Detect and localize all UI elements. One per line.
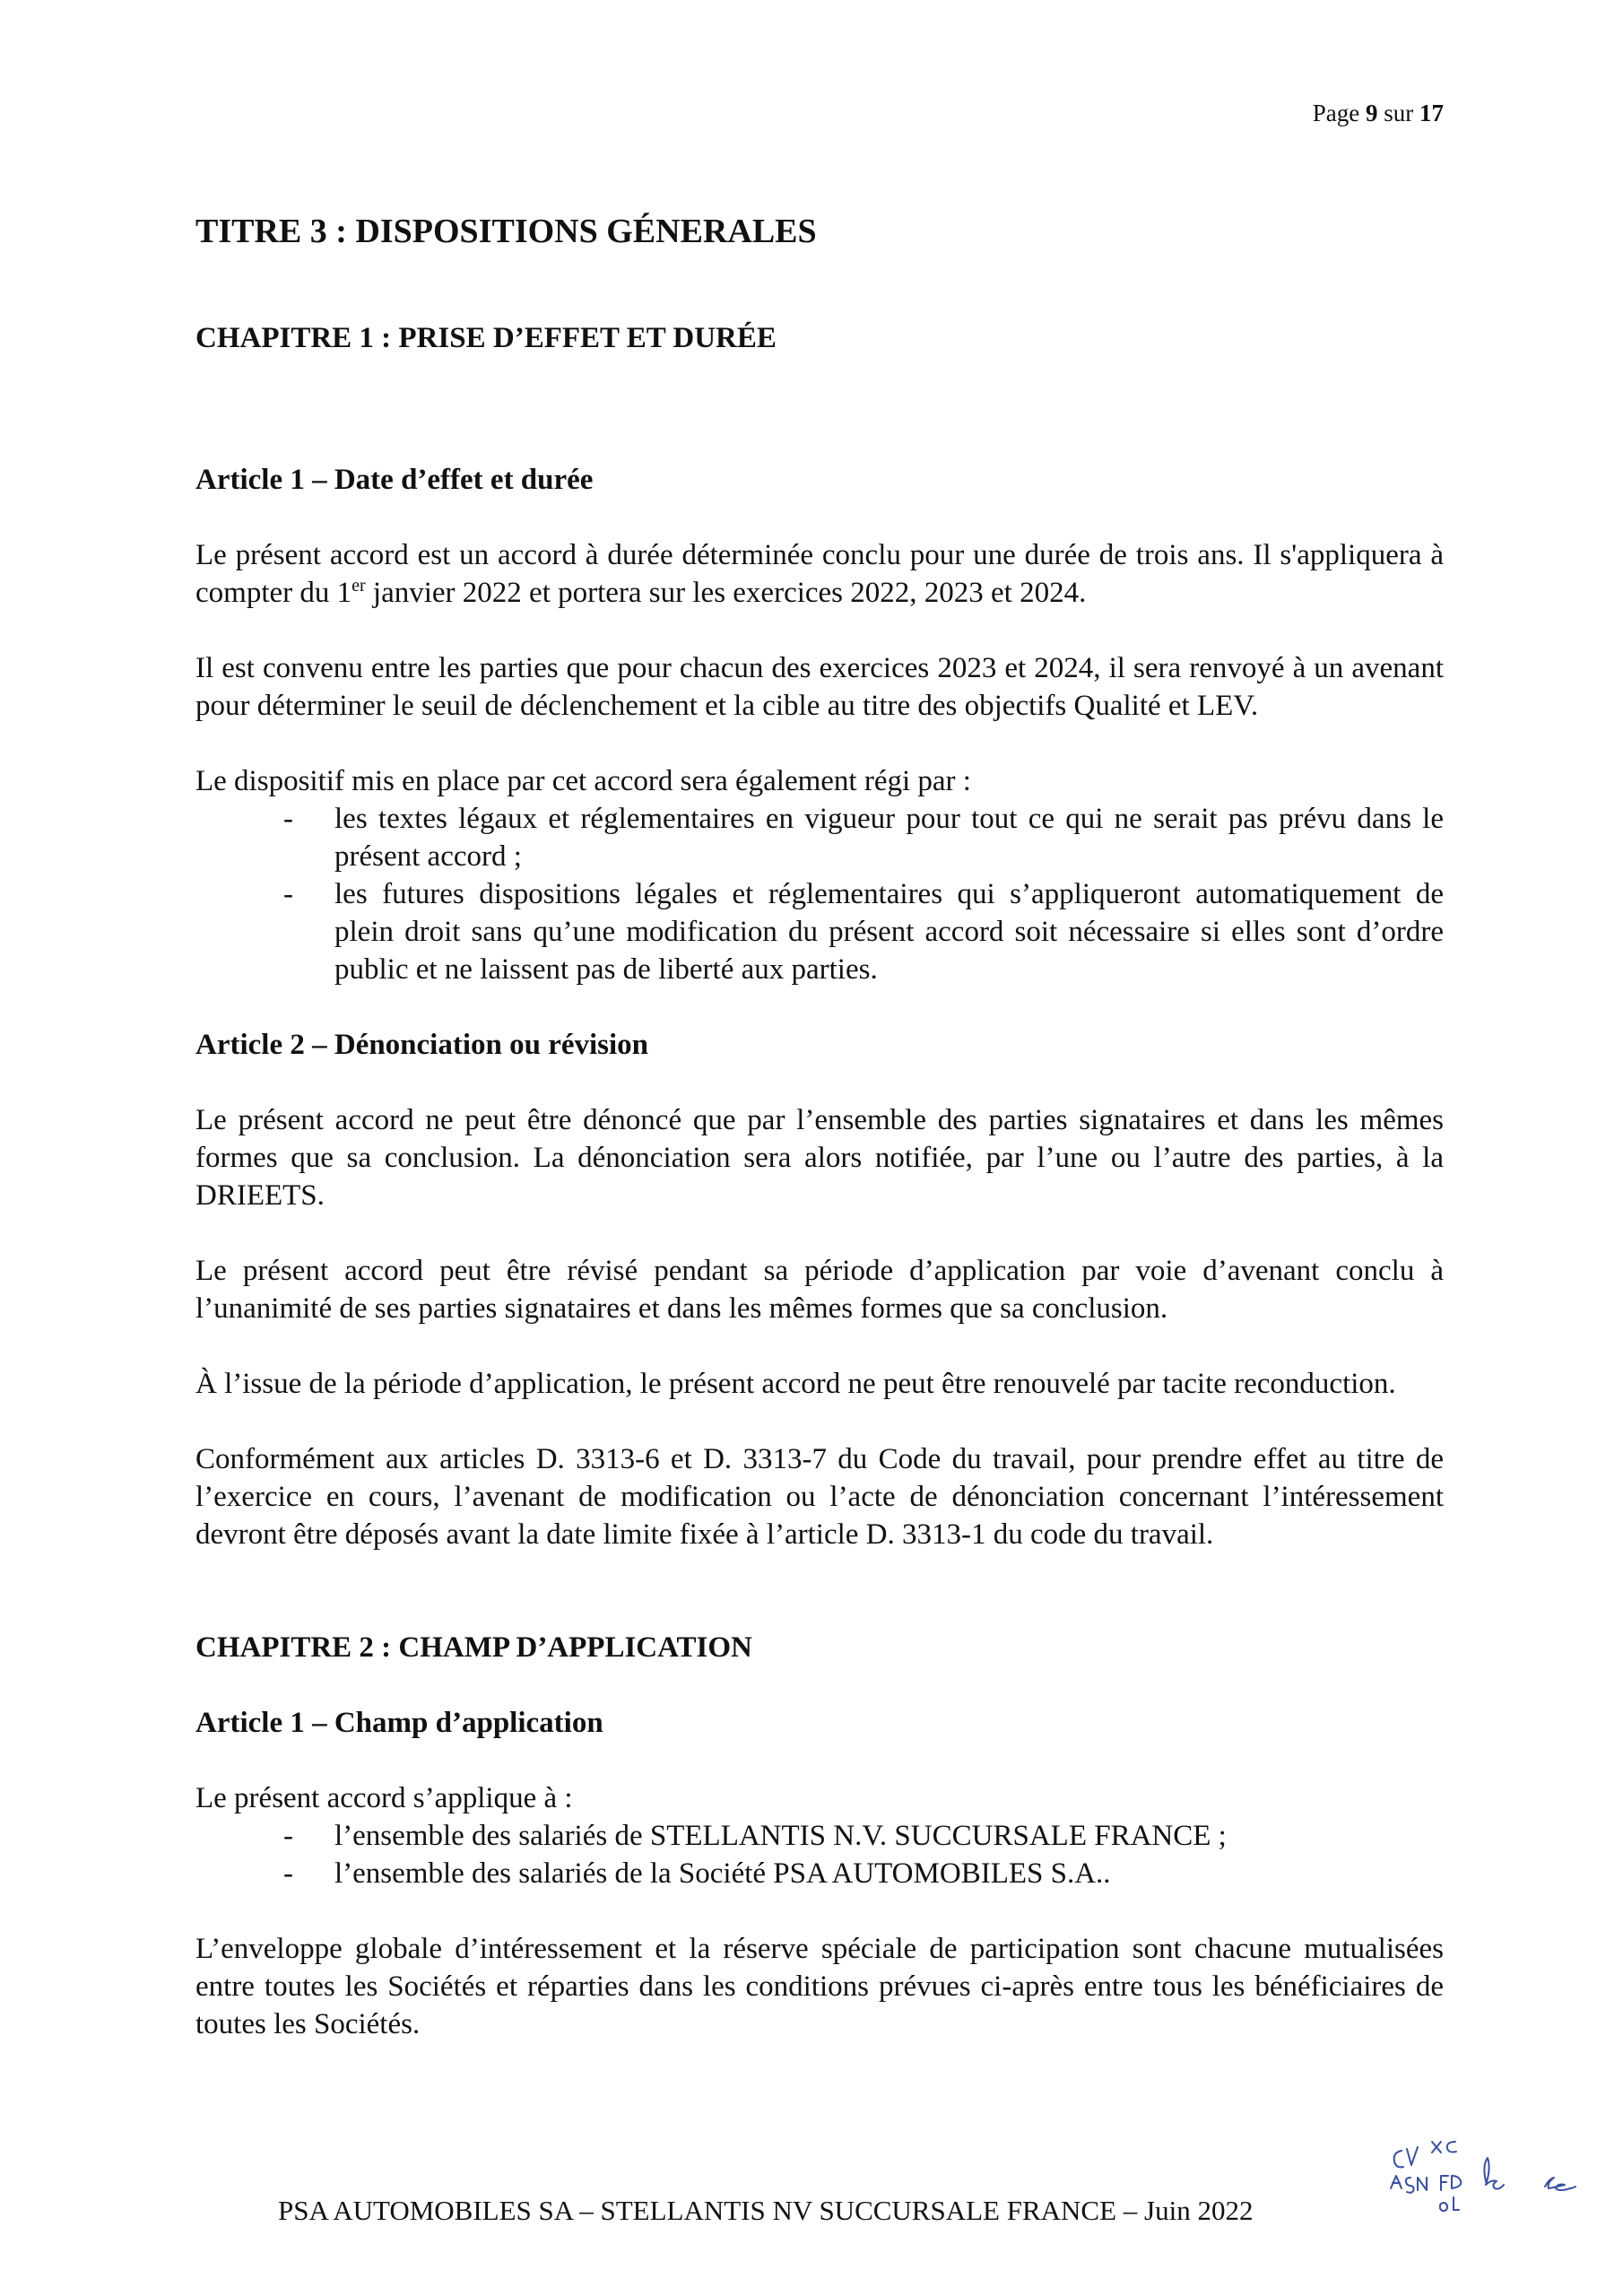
article-1-bullet-list (195, 800, 1444, 988)
champ-bullet-list (195, 1817, 1444, 1892)
list-item: - les futures dispositions légales et réglementaires qui s’appliqueront automatiquement de plein droit sans qu’une modification du présent accord soit nécessaire si elles sont d’ordre public et ne laissent pas de liberté aux parties. (283, 878, 1444, 986)
article-2-paragraph-1: Le présent accord ne peut être dénoncé que par l’ensemble des parties signataires et dans les mêmes formes que sa conclusion. La dénonciation sera alors notifiée, par l’une ou l’autre des parties, à la DRIEETS. (195, 1104, 1444, 1212)
list-item: - l’ensemble des salariés de la Société PSA AUTOMOBILES S.A.. (283, 1857, 1111, 1890)
champ-paragraph-2: L’enveloppe globale d’intéressement et la réserve spéciale de participation sont chacune mutualisées entre toutes les Sociétés et réparties dans les conditions prévues ci-après entre tous les bénéficiaires de toutes les Sociétés. (195, 1933, 1444, 2040)
page-number: Page 9 sur 17 (1312, 100, 1444, 126)
article-2-heading: Article 2 – Dénonciation ou révision (195, 1029, 649, 1061)
document-body (195, 208, 1444, 2043)
article-2-paragraph-2: Le présent accord peut être révisé pendant sa période d’application par voie d’avenant conclu à l’unanimité de ses parties signataires et dans les mêmes formes que sa conclusion. (195, 1255, 1444, 1325)
list-item: - l’ensemble des salariés de STELLANTIS N.V. SUCCURSALE FRANCE ; (283, 1820, 1227, 1852)
article-2-paragraph-4: Conformément aux articles D. 3313-6 et D. 3313-7 du Code du travail, pour prendre effet au titre de l’exercice en cours, l’avenant de modification ou l’acte de dénonciation concernant l’intéressement devront être déposés avant la date limite fixée à l’article D. 3313-1 du code du travail. (195, 1443, 1444, 1551)
article-1-heading: Article 1 – Date d’effet et durée (195, 464, 594, 496)
article-1-paragraph-3: Le dispositif mis en place par cet accord sera également régi par : (195, 765, 971, 797)
article-1-paragraph-2: Il est convenu entre les parties que pour chacun des exercices 2023 et 2024, il sera renvoyé à un avenant pour déterminer le seuil de déclenchement et la cible au titre des objectifs Qualité et LEV. (195, 652, 1444, 722)
handwritten-initials (1385, 2135, 1601, 2242)
page-footer: PSA AUTOMOBILES SA – STELLANTIS NV SUCCURSALE FRANCE – Juin 2022 (278, 2195, 1254, 2226)
titre-heading: TITRE 3 : DISPOSITIONS GÉNERALES (195, 213, 817, 250)
article-2-paragraph-3: À l’issue de la période d’application, le présent accord ne peut être renouvelé par tacite reconduction. (195, 1368, 1396, 1400)
article-1-paragraph-1: Le présent accord est un accord à durée déterminée conclu pour une durée de trois ans. Il s'appliquera à compter du 1er janvier 2022 et portera sur les exercices 2022, 2023 et 2024. (195, 539, 1444, 609)
champ-paragraph-1: Le présent accord s’applique à : (195, 1782, 573, 1814)
champ-article-1-heading: Article 1 – Champ d’application (195, 1707, 603, 1739)
list-item: - les textes légaux et réglementaires en vigueur pour tout ce qui ne serait pas prévu dans le présent accord ; (283, 803, 1444, 873)
chapitre-1-heading: CHAPITRE 1 : PRISE D’EFFET ET DURÉE (195, 322, 777, 354)
chapitre-2-heading: CHAPITRE 2 : CHAMP D’APPLICATION (195, 1631, 752, 1664)
